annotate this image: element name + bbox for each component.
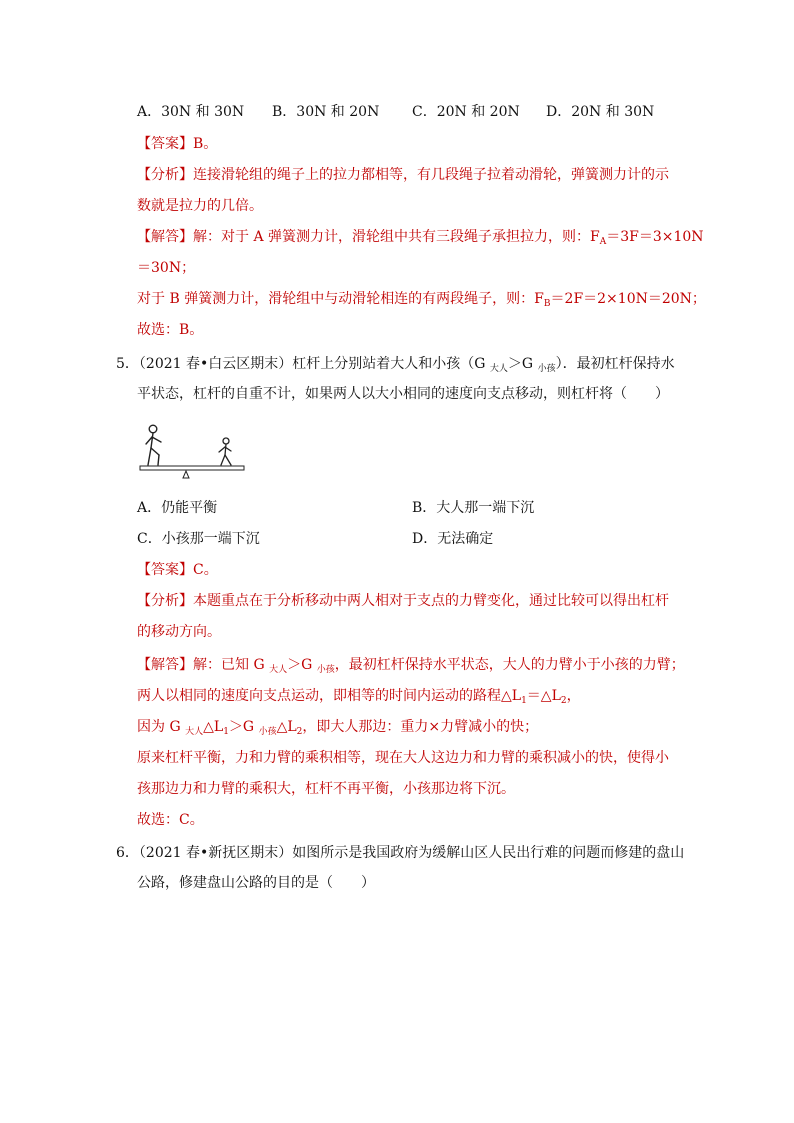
q5-option-b: B．大人那一端下沉 [412, 500, 535, 516]
q5-solution-line-6: 故选：C。 [137, 812, 204, 828]
q4-solution-line-4: 故选：B。 [137, 322, 204, 338]
q6-stem-line-1: 6．（2021 春•新抚区期末）如图所示是我国政府为缓解山区人民出行难的问题而修建的盘山 [116, 845, 685, 861]
answer-value: B。 [193, 136, 218, 152]
solution-tag: 【解答】 [137, 229, 193, 245]
q5-solution-line-1: 【解答】解：已知 G $_{大人}$＞G $_{小孩}$，最初杠杆保持水平状态，大人的力臂小于小孩的力臂； [137, 657, 685, 675]
solution-tag: 【解答】 [137, 657, 193, 673]
q4-solution-line-1: 【解答】解：对于 A 弹簧测力计，滑轮组中共有三段绳子承担拉力，则：$F_A=3F=3\times 10N$ [137, 229, 704, 247]
lever-board [140, 466, 244, 470]
analysis-tag: 【分析】 [137, 593, 193, 609]
lever-figure [137, 424, 247, 480]
analysis-text: 连接滑轮组的绳子上的拉力都相等，有几段绳子拉着动滑轮，弹簧测力计的示 [193, 167, 669, 183]
answer-value: C。 [193, 562, 218, 578]
q4-option-a: A．30N 和 30N [137, 104, 245, 120]
q5-answer [137, 560, 218, 580]
analysis-text: 本题重点在于分析移动中两人相对于支点的力臂变化，通过比较可以得出杠杆 [193, 593, 669, 609]
analysis-tag: 【分析】 [137, 167, 193, 183]
q5-stem-line-1: 5．（2021 春•白云区期末）杠杆上分别站着大人和小孩（G $_{大人}$＞G $_{小孩}$）．最初杠杆保持水 [116, 356, 675, 374]
q4-analysis-line-2: 数就是拉力的几倍。 [137, 198, 263, 214]
q4-option-b: B．30N 和 20N [272, 104, 380, 120]
q5-solution-line-2: 两人以相同的速度向支点运动，即相等的时间内运动的路程$\triangle L_1=\triangle L_2$， [137, 688, 581, 706]
fulcrum [183, 471, 189, 478]
child-figure [219, 438, 231, 465]
q6-stem-line-2: 公路，修建盘山公路的目的是（ ） [137, 875, 375, 891]
q5-option-d: D．无法确定 [412, 531, 494, 547]
q5-solution-line-5: 孩那边力和力臂的乘积大，杠杆不再平衡，小孩那边将下沉。 [137, 781, 515, 797]
q4-answer [137, 134, 217, 154]
q5-number: 5． [116, 356, 139, 372]
q4-analysis-line-1 [137, 165, 669, 185]
q4-option-c: C．20N 和 20N [412, 104, 520, 120]
q5-stem-line-2: 平状态，杠杆的自重不计，如果两人以大小相同的速度向支点移动，则杠杆将（ ） [137, 386, 669, 402]
q5-solution-line-3: 因为 G $_{大人}\triangle L_1>G$ $_{小孩}\triangle L_2$，即大人那边：重力×力臂减小的快； [137, 719, 539, 737]
q4-option-d: D．20N 和 30N [546, 104, 655, 120]
answer-tag: 【答案】 [137, 136, 193, 152]
q6-number: 6． [116, 845, 139, 861]
q4-solution-line-3: 对于 B 弹簧测力计，滑轮组中与动滑轮相连的有两段绳子，则：$F_B=2F=2\times 10N=20N$； [137, 291, 706, 309]
q5-analysis-line-1 [137, 591, 669, 611]
q5-option-a: A．仍能平衡 [137, 500, 218, 516]
q4-solution-line-2: ＝30N； [137, 260, 196, 276]
q5-option-c: C．小孩那一端下沉 [137, 531, 260, 547]
q5-analysis-line-2: 的移动方向。 [137, 624, 221, 640]
answer-tag: 【答案】 [137, 562, 193, 578]
adult-figure [146, 425, 161, 465]
q5-solution-line-4: 原来杠杆平衡，力和力臂的乘积相等，现在大人这边力和力臂的乘积减小的快，使得小 [137, 750, 669, 766]
